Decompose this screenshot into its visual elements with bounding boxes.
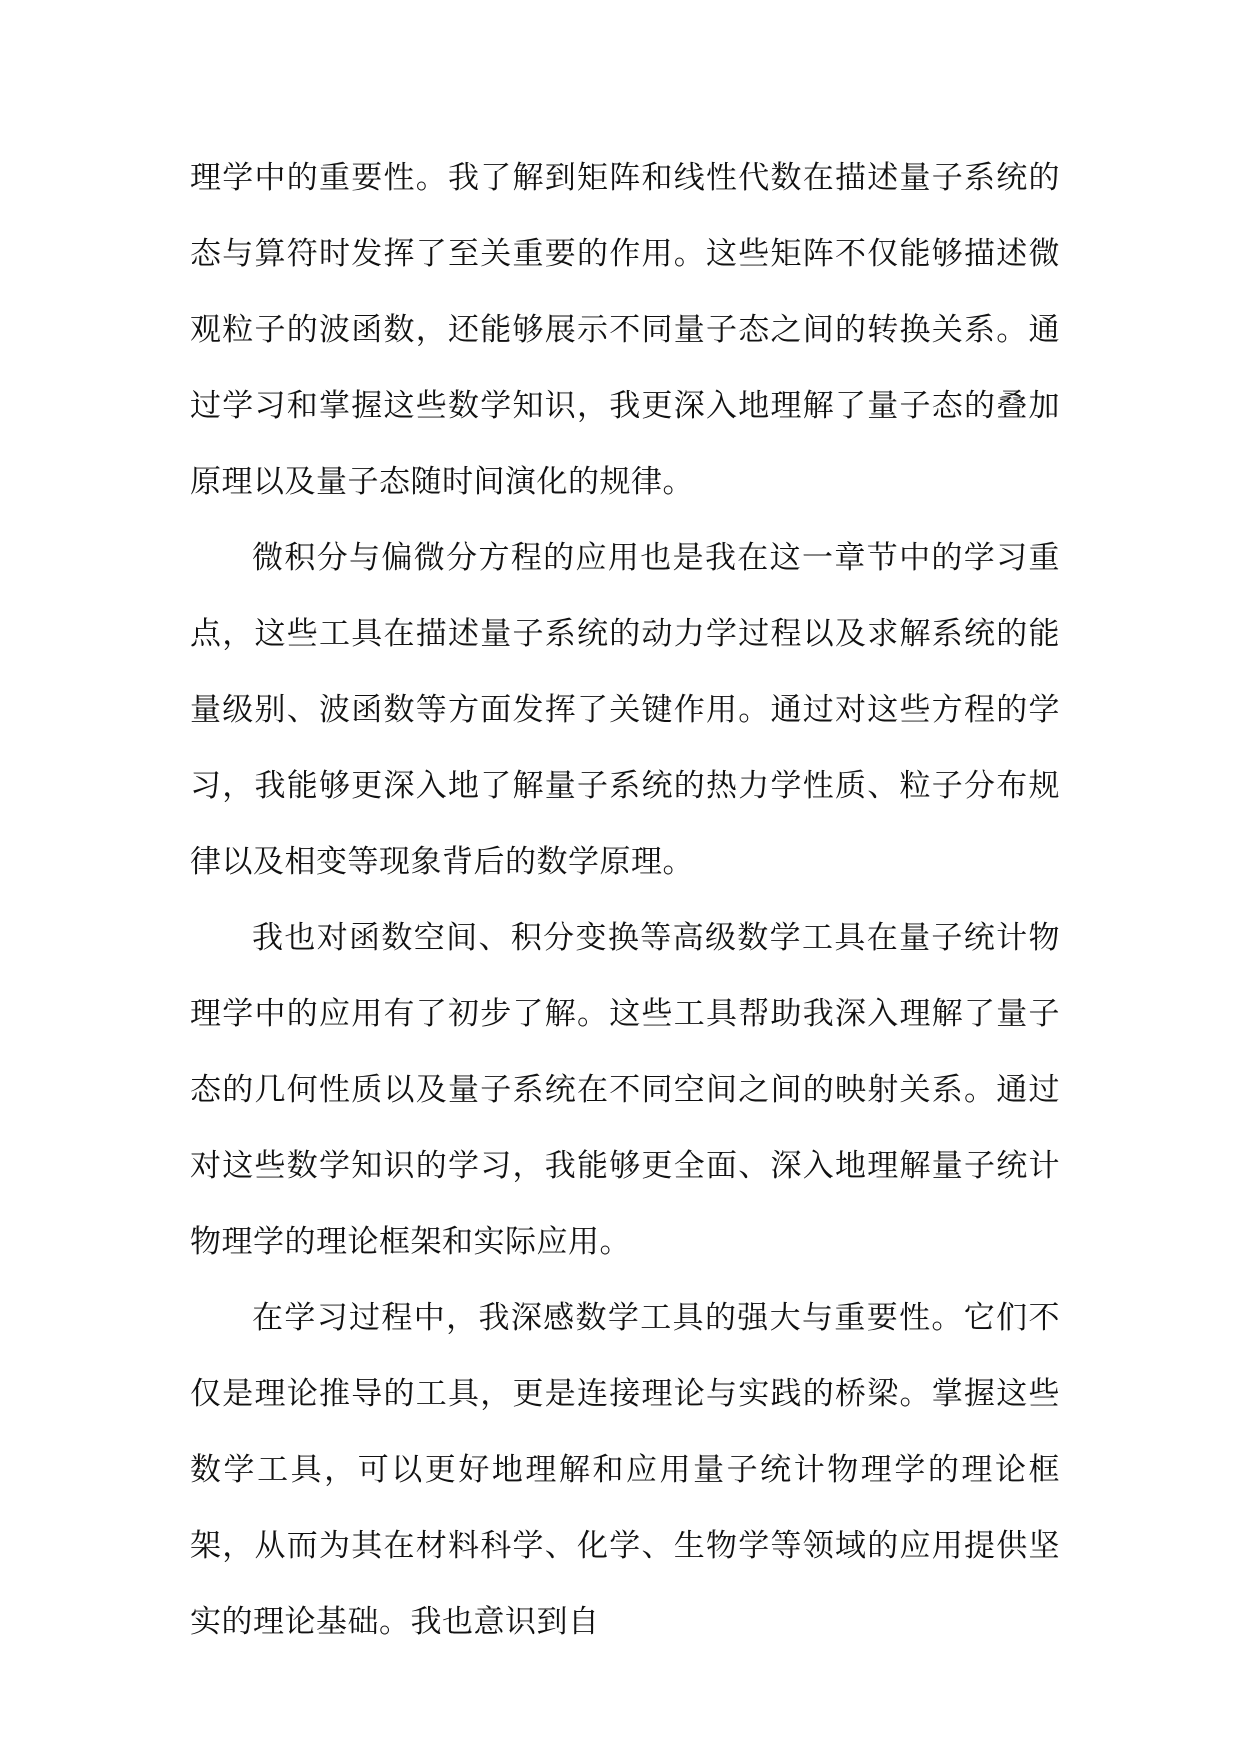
paragraph-calculus: 微积分与偏微分方程的应用也是我在这一章节中的学习重点，这些工具在描述量子系统的动力学过程以及求解系统的能量级别、波函数等方面发挥了关键作用。通过对这些方程的学习，我能够更深入地了解量子系统的热力学性质、粒子分布规律以及相变等现象背后的数学原理。	[190, 540, 1060, 880]
paragraph-continued: 理学中的重要性。我了解到矩阵和线性代数在描述量子系统的态与算符时发挥了至关重要的作用。这些矩阵不仅能够描述微观粒子的波函数，还能够展示不同量子态之间的转换关系。通过学习和掌握这些数学知识，我更深入地理解了量子态的叠加原理以及量子态随时间演化的规律。	[190, 160, 1060, 500]
paragraph-reflection: 在学习过程中，我深感数学工具的强大与重要性。它们不仅是理论推导的工具，更是连接理论与实践的桥梁。掌握这些数学工具，可以更好地理解和应用量子统计物理学的理论框架，从而为其在材料科学、化学、生物学等领域的应用提供坚实的理论基础。我也意识到自	[190, 1300, 1060, 1640]
paragraph-function-space: 我也对函数空间、积分变换等高级数学工具在量子统计物理学中的应用有了初步了解。这些工具帮助我深入理解了量子态的几何性质以及量子系统在不同空间之间的映射关系。通过对这些数学知识的学习，我能够更全面、深入地理解量子统计物理学的理论框架和实际应用。	[190, 920, 1060, 1260]
body-text	[190, 140, 1060, 1660]
